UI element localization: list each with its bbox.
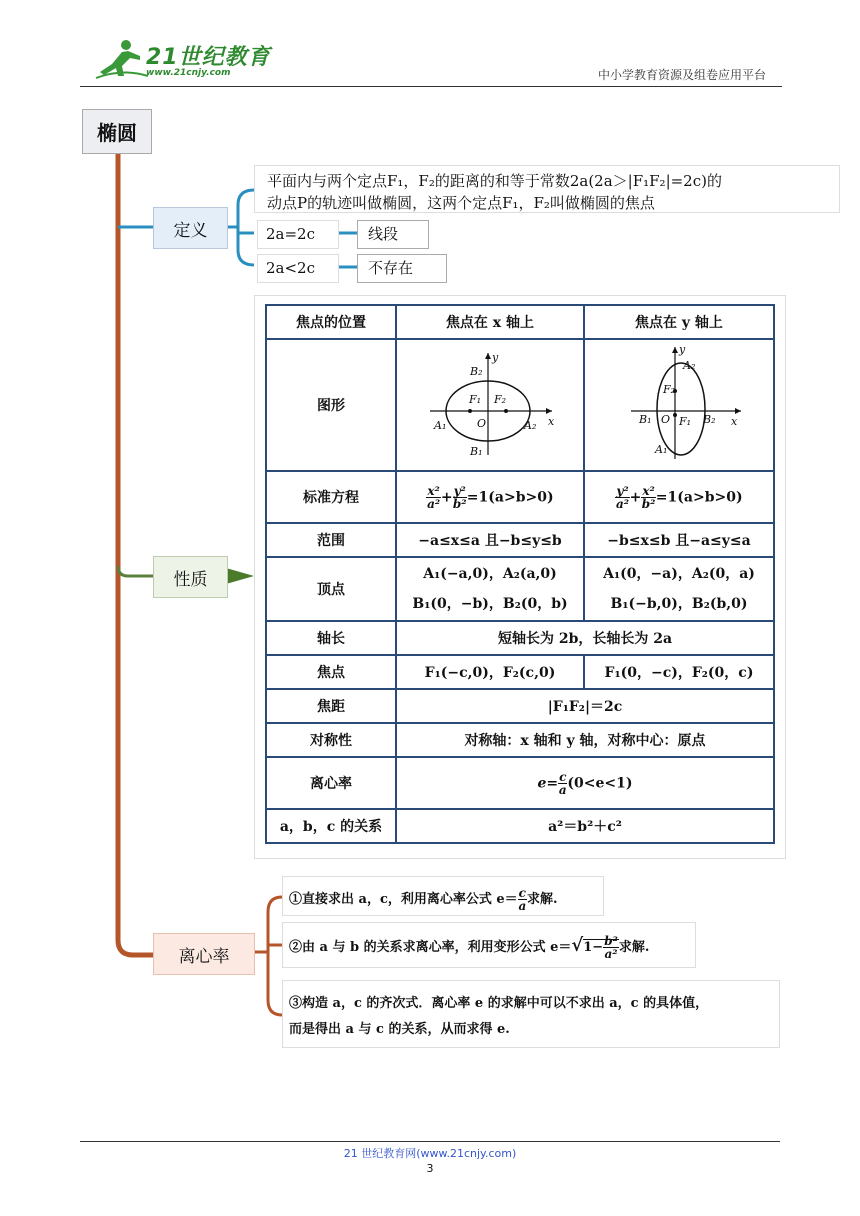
focal-value: |F₁F₂|＝2c [396, 689, 774, 723]
ellipse-x-axis-figure [420, 343, 560, 463]
row-label: 轴长 [266, 621, 396, 655]
ecc-method-2-post: 求解. [618, 940, 650, 955]
focus-y: F₁(0，−c)，F₂(0，c) [584, 655, 774, 689]
row-label: 顶点 [266, 557, 396, 621]
fig-label: B₂ [470, 365, 483, 378]
fig-label: F₂ [663, 383, 676, 396]
ecc-value-cell: e= $\frac{c}{a}$ (0<e<1) [396, 757, 774, 809]
table-row [266, 557, 774, 621]
vertex-y-line1: A₁(0，−a)，A₂(0，a) [603, 566, 755, 582]
properties-table-panel [254, 295, 786, 859]
ecc-method-1-post: 求解. [526, 892, 558, 907]
properties-table [265, 304, 775, 844]
ecc-method-1-pre: ①直接求出 a，c，利用离心率公式 e＝ [289, 892, 518, 907]
footer-divider [80, 1141, 780, 1142]
fig-label: A₂ [524, 419, 537, 432]
focus-x: F₁(−c,0)，F₂(c,0) [396, 655, 584, 689]
fraction: $\frac{c}{a}$ [558, 769, 567, 797]
logo-url: www.21cnjy.com [146, 68, 231, 78]
definition-text [254, 165, 840, 213]
table-row [266, 621, 774, 655]
table-row [266, 655, 774, 689]
fig-label: A₂ [683, 359, 696, 372]
footer-site-link[interactable]: 21 世纪教育网(www.21cnjy.com) [343, 1147, 517, 1160]
ellipse-y-axis-figure [609, 341, 749, 465]
definition-line-2: 动点P的轨迹叫做椭圆，这两个定点F₁，F₂叫做椭圆的焦点 [267, 194, 655, 212]
range-y: −b≤x≤b 且−a≤y≤a [584, 523, 774, 557]
ecc-method-3 [282, 980, 780, 1048]
table-row [266, 809, 774, 843]
page-number: 3 [426, 1162, 434, 1175]
table-row [266, 339, 774, 471]
fraction: $\frac{\text{x²}}{\text{b²}}$ [641, 483, 656, 511]
ecc-method-2-pre: ②由 a 与 b 的关系求离心率，利用变形公式 e＝ [289, 940, 572, 955]
figure-y-cell [584, 339, 774, 471]
fig-label: B₁ [470, 445, 483, 458]
fig-label: B₁ [639, 413, 652, 426]
range-x: −a≤x≤a 且−b≤y≤b [396, 523, 584, 557]
vertex-y-line2: B₁(−b,0)，B₂(b,0) [610, 596, 748, 612]
symmetry-value: 对称轴：x 轴和 y 轴，对称中心：原点 [396, 723, 774, 757]
row-label: 标准方程 [266, 471, 396, 523]
row-label: a，b，c 的关系 [266, 809, 396, 843]
equation-y-cell: $\frac{\text{y²}}{\text{a²}}$ + $\frac{\text{x²}}{\text{b²}}$ =1(a>b>0) [584, 471, 774, 523]
equation-y-rhs: =1(a>b>0) [655, 489, 743, 505]
vertex-x-line1: A₁(−a,0)，A₂(a,0) [423, 566, 557, 582]
fig-label: F₂ [494, 393, 507, 406]
equation-x-rhs: =1(a>b>0) [466, 489, 554, 505]
row-label: 离心率 [266, 757, 396, 809]
case2-condition: 2a<2c [257, 254, 339, 283]
sqrt-icon: √ [571, 935, 584, 956]
vertex-x-cell [396, 557, 584, 621]
fig-label: F₁ [679, 415, 692, 428]
logo-text: 21世纪教育 [146, 45, 271, 70]
row-label: 焦点 [266, 655, 396, 689]
fraction: $\frac{\text{y²}}{\text{b²}}$ [452, 483, 467, 511]
axis-value: 短轴长为 2b，长轴长为 2a [396, 621, 774, 655]
fig-label: y [492, 351, 499, 364]
properties-node: 性质 [153, 556, 228, 598]
fraction: $\frac{c}{a}$ [518, 886, 527, 913]
table-header-cell: 焦点的位置 [266, 305, 396, 339]
vertex-x-line2: B₁(0，−b)，B₂(0，b) [412, 596, 568, 612]
vertex-y-cell [584, 557, 774, 621]
ecc-method-3-line2: 而是得出 a 与 c 的关系，从而求得 e. [289, 1022, 510, 1037]
table-header-cell: 焦点在 y 轴上 [584, 305, 774, 339]
eccentricity-node: 离心率 [153, 933, 255, 975]
fraction: $\frac{\text{y²}}{\text{a²}}$ [616, 483, 630, 511]
table-row [266, 757, 774, 809]
ecc-method-3-line1: ③构造 a，c 的齐次式．离心率 e 的求解中可以不求出 a，c 的具体值， [289, 996, 709, 1011]
row-label: 范围 [266, 523, 396, 557]
fig-label: O [477, 417, 487, 430]
table-row [266, 305, 774, 339]
case1-result: 线段 [357, 220, 429, 249]
fig-label: O [661, 413, 671, 426]
row-label: 焦距 [266, 689, 396, 723]
ecc-method-1 [282, 876, 604, 916]
ecc-method-2: ②由 a 与 b 的关系求离心率，利用变形公式 e＝√1− $\frac{\text{b²}}{\text{a²}}$ 求解. [282, 922, 696, 968]
row-label: 图形 [266, 339, 396, 471]
fig-label: F₁ [469, 393, 482, 406]
table-row [266, 689, 774, 723]
row-label: 对称性 [266, 723, 396, 757]
table-row [266, 523, 774, 557]
equation-x-cell: $\frac{\text{x²}}{\text{a²}}$ + $\frac{\text{y²}}{\text{b²}}$ =1(a>b>0) [396, 471, 584, 523]
root-node-ellipse: 椭圆 [82, 109, 152, 154]
table-row [266, 471, 774, 523]
case2-result: 不存在 [357, 254, 447, 283]
header-platform-text: 中小学教育资源及组卷应用平台 [597, 68, 766, 82]
fig-label: A₁ [655, 443, 668, 456]
fig-label: y [679, 343, 686, 356]
table-header-cell: 焦点在 x 轴上 [396, 305, 584, 339]
definition-node: 定义 [153, 207, 228, 249]
fraction: $\frac{\text{x²}}{\text{a²}}$ [427, 483, 441, 511]
fig-label: x [548, 415, 555, 428]
definition-line-1: 平面内与两个定点F₁，F₂的距离的和等于常数2a(2a＞|F₁F₂|=2c)的 [267, 172, 722, 190]
table-row [266, 723, 774, 757]
case1-condition: 2a=2c [257, 220, 339, 249]
figure-x-cell [396, 339, 584, 471]
fraction: $\frac{\text{b²}}{\text{a²}}$ [604, 934, 618, 961]
fig-label: B₂ [703, 413, 716, 426]
relation-value: a²＝b²＋c² [396, 809, 774, 843]
fig-label: A₁ [434, 419, 447, 432]
fig-label: x [731, 415, 738, 428]
ecc-range: (0<e<1) [567, 775, 633, 791]
